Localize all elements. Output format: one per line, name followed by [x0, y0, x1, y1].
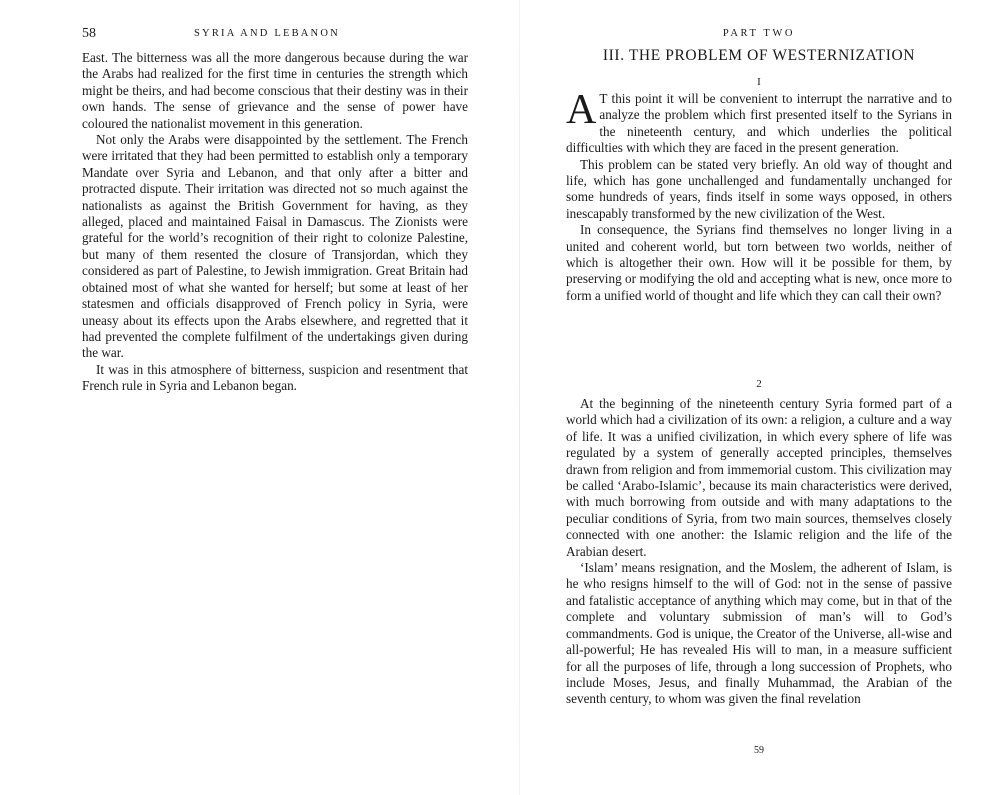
- paragraph: It was in this atmosphere of bitterness, suspicion and resentment that French rule in Syria and Lebanon began.: [82, 361, 468, 394]
- paragraph: At the beginning of the nineteenth century Syria formed part of a world which had a civilization of its own: a religion, a culture and a way of life. It was a unified civilization, in which every sphere of life was regulated by a system of generally accepted principles, themselves drawn from religion and from immemorial custom. This civilization may be called ‘Arabo-Islamic’, because its main characteristics were derived, with much borrowing from outside and with many adaptations to the peculiar conditions of Syria, from two main sources, themselves closely connected with one another: the Islamic religion and the life of the Arabian desert.: [566, 396, 952, 559]
- opening-paragraph-text: T this point it will be convenient to interrupt the narrative and to analyze the problem which first presented itself to the Syrians in the nineteenth century, and which underlies the political difficulties with which they are faced in the present generation.: [566, 91, 952, 156]
- running-head-left: SYRIA AND LEBANON: [194, 28, 340, 39]
- page-number-left: 58: [82, 26, 96, 41]
- paragraph: Not only the Arabs were disappointed by the settlement. The French were irritated that they had been permitted to establish only a temporary Mandate over Syria and Lebanon, and that only after a bitter and protracted dispute. Their irritation was directed not so much against the nationalists as against the British Government for having, as they alleged, placed and maintained Faisal in Damascus. The Zionists were grateful for the world’s recognition of their right to colonize Palestine, but many of them resented the closure of Transjordan, which they considered as part of Palestine, to Jewish immigration. Great Britain had obtained most of what she wanted for herself; but some at least of her statesmen and officials disapproved of French policy in Syria, were uneasy about its effects upon the Arabs elsewhere, and regretted that it had prevented the complete fulfilment of the undertakings given during the war.: [82, 132, 468, 361]
- paragraph: In consequence, the Syrians find themselves no longer living in a united and coherent world, but torn between two worlds, neither of which is altogether their own. How will it be possible for them, by preserving or modifying the old and accepting what is new, once more to form a unified world of thought and life which they can call their own?: [566, 222, 952, 303]
- opening-paragraph: [566, 87, 952, 157]
- left-page: [82, 0, 468, 795]
- paragraph: East. The bitterness was all the more dangerous because during the war the Arabs had realized for the first time in centuries the strength which might be theirs, and had become conscious that their destiny was in their own hands. The sense of grievance and the sense of power have coloured the nationalist movement in this generation.: [82, 50, 468, 131]
- page-number-right: 59: [754, 745, 764, 756]
- chapter-title: III. THE PROBLEM OF WESTERNIZATION: [602, 47, 916, 64]
- section-number-2: 2: [756, 378, 762, 390]
- drop-cap: A: [566, 87, 597, 133]
- section-2-text: [566, 396, 952, 708]
- section-1-text: [566, 87, 952, 304]
- paragraph: ‘Islam’ means resignation, and the Moslem, the adherent of Islam, is he who resigns himself to the will of God: not in the sense of passive and fatalistic acceptance of anything which may come, but in that of the complete and voluntary submission of man’s will to God’s commandments. God is unique, the Creator of the Universe, all-wise and all-powerful; He has revealed His will to man, in a measure sufficient for all the purposes of life, through a long succession of Prophets, who include Moses, Jesus, and finally Muhammad, the Arabian of the seventh century, to whom was given the final revelation: [566, 560, 952, 707]
- section-number-1: I: [757, 76, 761, 88]
- book-gutter: [519, 0, 520, 795]
- paragraph: This problem can be stated very briefly. An old way of thought and life, which has gone unchallenged and fundamentally unchanged for some hundreds of years, finds itself in some ways opposed, in others inescapably transformed by the new civilization of the West.: [566, 156, 952, 221]
- right-page: [566, 0, 952, 795]
- part-heading: PART TWO: [722, 28, 796, 39]
- left-body-text: [82, 50, 468, 395]
